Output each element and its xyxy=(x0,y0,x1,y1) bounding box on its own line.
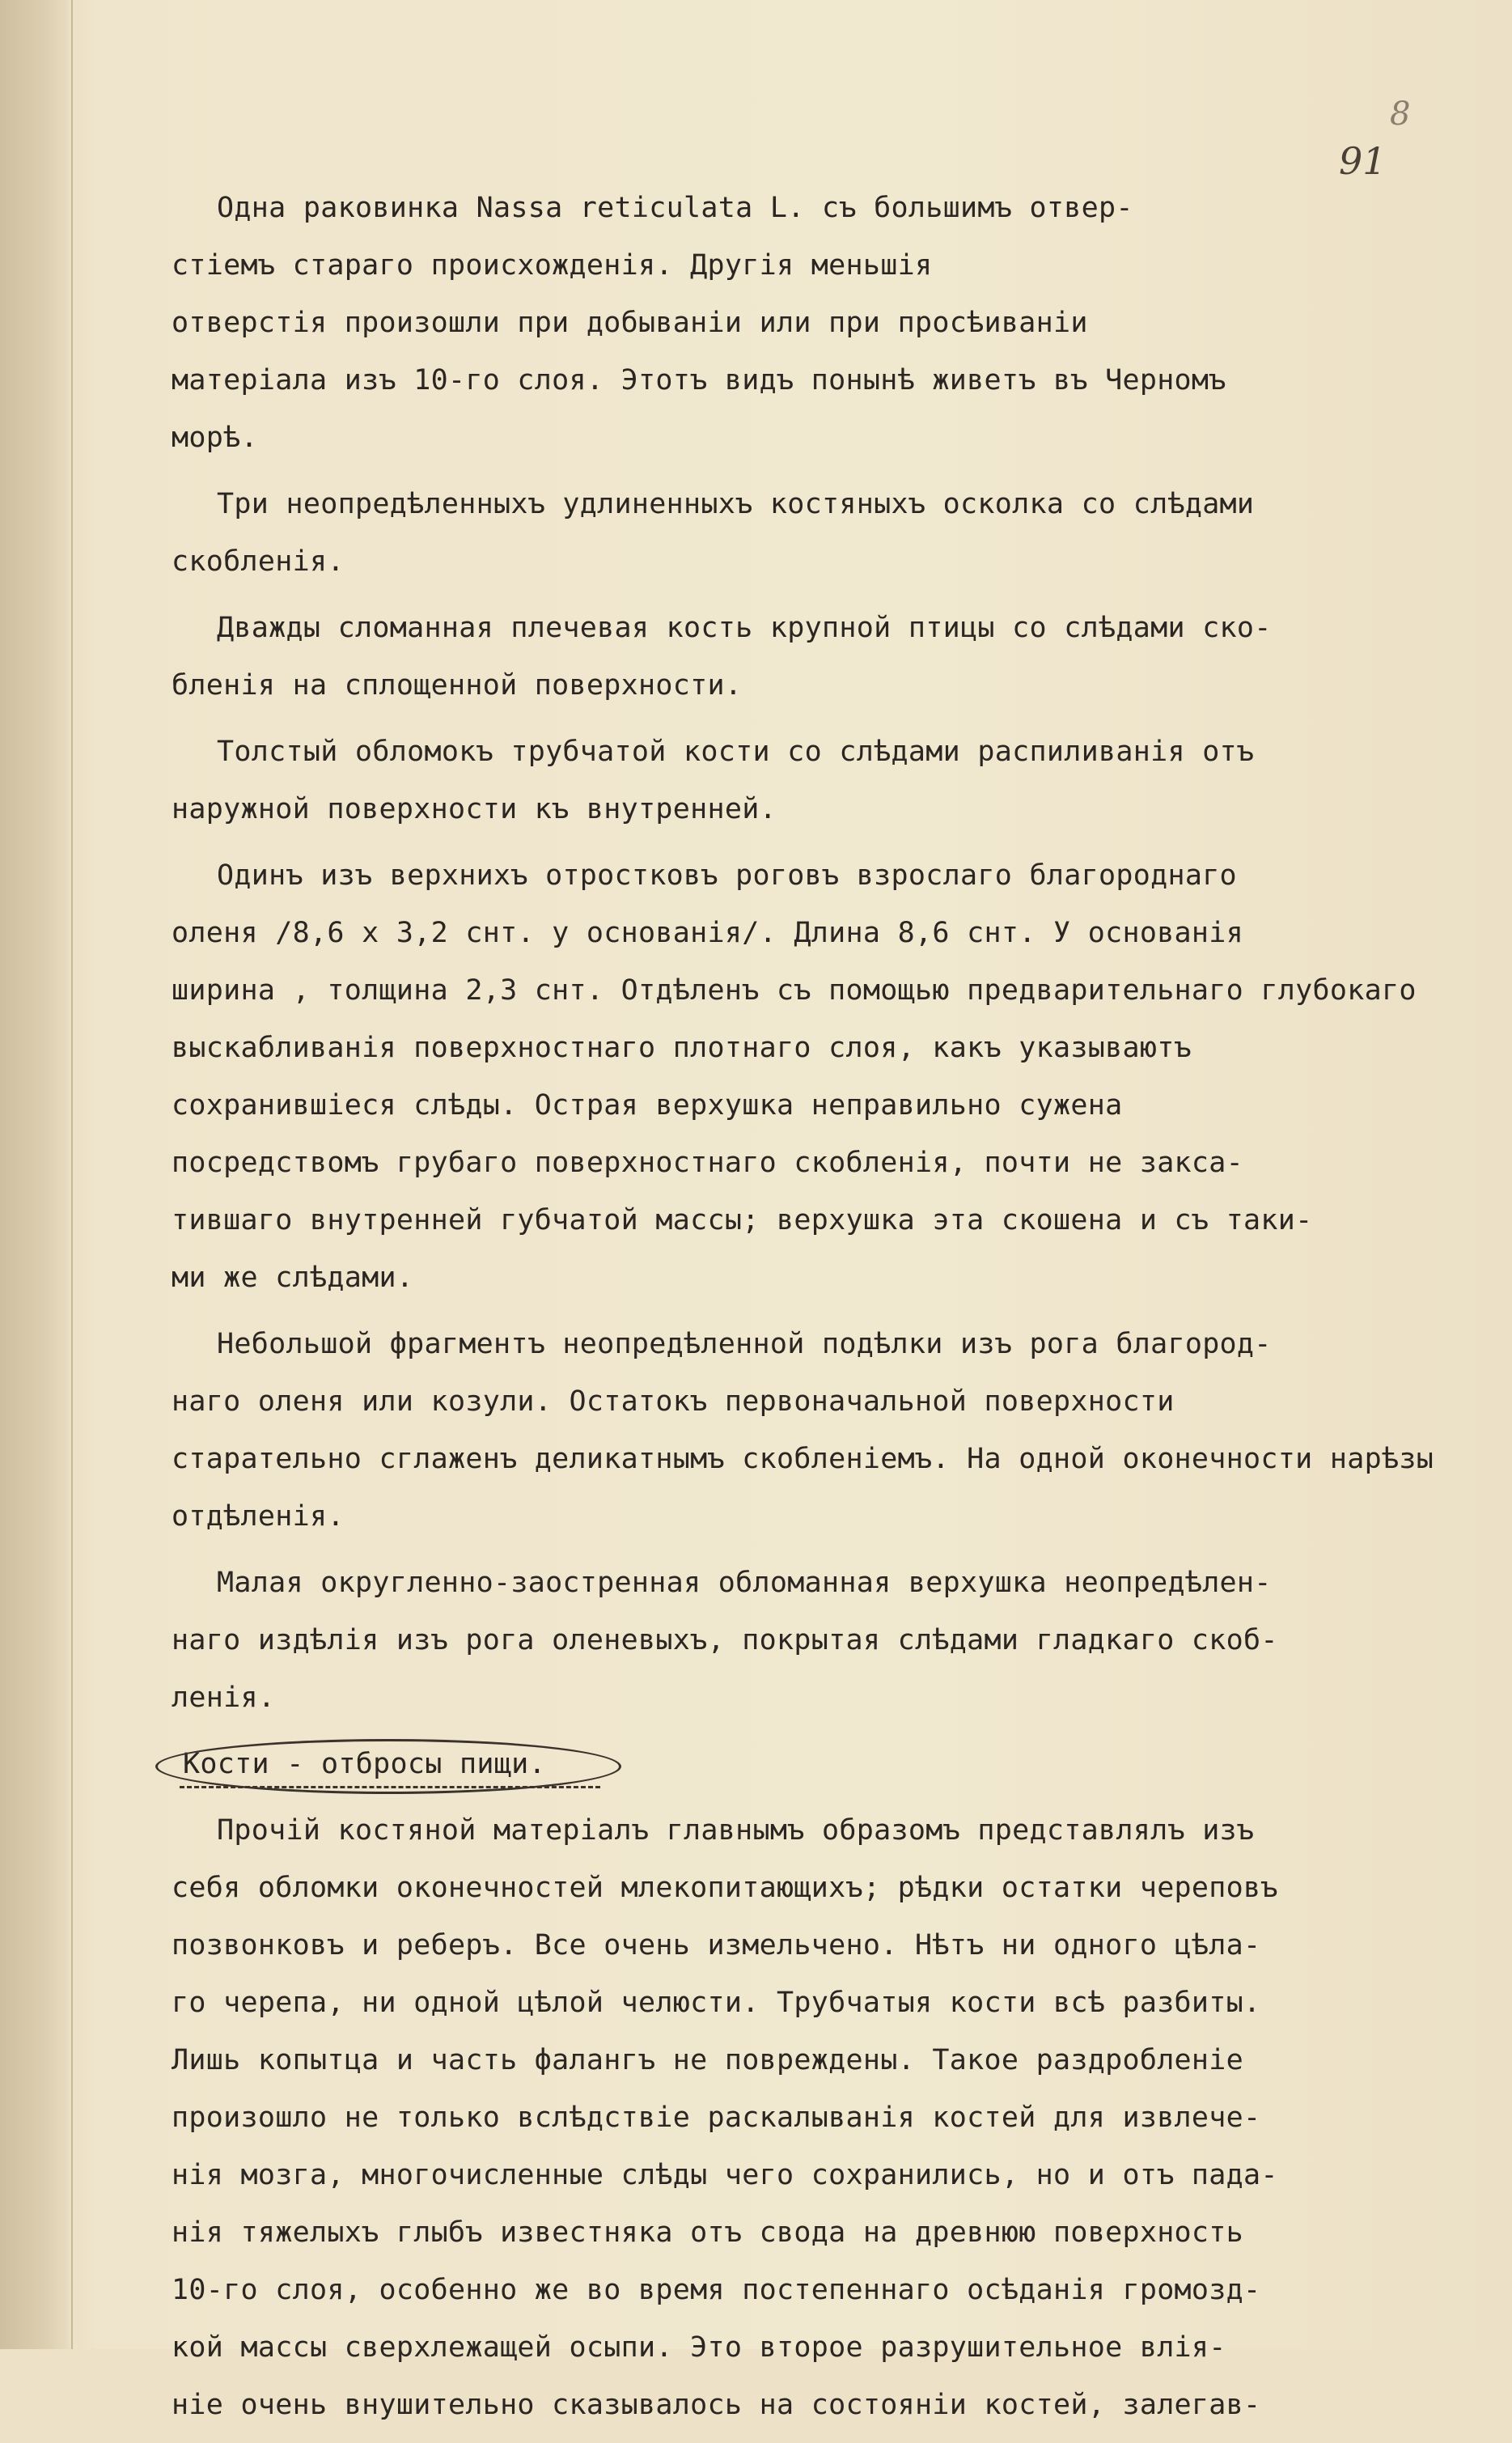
text-line: позвонковъ и реберъ. Все очень измельчено. Нѣтъ ни одного цѣла- xyxy=(172,1929,1261,1962)
paragraph-food-bones xyxy=(172,1802,1434,2434)
text-line: скобленія. xyxy=(172,545,345,578)
paragraph-nassa xyxy=(172,180,1434,467)
paragraph-antler-tip xyxy=(172,1554,1434,1727)
section-heading xyxy=(172,1736,557,1793)
dashed-underline xyxy=(180,1786,600,1788)
text-line: выскабливанія поверхностнаго плотнаго слоя, какъ указываютъ xyxy=(172,1032,1192,1064)
text-line: Одна раковинка Nassa reticulata L. съ большимъ отвер- xyxy=(217,192,1133,224)
paragraph-bone-splinters xyxy=(172,476,1434,591)
page-number: 91 xyxy=(1339,139,1387,183)
text-line: го черепа, ни одной цѣлой челюсти. Трубчатыя кости всѣ разбиты. xyxy=(172,1987,1261,2019)
section-heading-block xyxy=(172,1736,1434,1793)
text-line: нія мозга, многочисленные слѣды чего сохранились, но и отъ пада- xyxy=(172,2159,1278,2191)
text-line: Малая округленно-заостренная обломанная верхушка неопредѣлен- xyxy=(217,1567,1272,1599)
text-line: Дважды сломанная плечевая кость крупной птицы со слѣдами ско- xyxy=(217,612,1272,644)
paragraph-tubular-bone xyxy=(172,723,1434,838)
typed-text-body xyxy=(172,180,1434,2443)
text-line: посредствомъ грубаго поверхностнаго скобленія, почти не закса- xyxy=(172,1147,1244,1179)
paragraph-bird-bone xyxy=(172,600,1434,715)
text-line: тившаго внутренней губчатой массы; верхушка эта скошена и съ таки- xyxy=(172,1204,1313,1236)
text-line: сохранившіеся слѣды. Острая верхушка неправильно сужена xyxy=(172,1089,1123,1122)
text-line: морѣ. xyxy=(172,422,258,454)
text-line: оленя /8,6 x 3,2 снт. у основанія/. Длина 8,6 снт. У основанія xyxy=(172,917,1244,949)
section-heading-line xyxy=(172,1736,1434,1793)
text-line: стіемъ стараго происхожденія. Другія меньшія xyxy=(172,249,933,282)
text-line: произошло не только вслѣдствіе раскалыванія костей для извлече- xyxy=(172,2102,1261,2134)
text-line: отверстія произошли при добываніи или при просѣиваніи xyxy=(172,307,1088,339)
text-line: Одинъ изъ верхнихъ отростковъ роговъ взрослаго благороднаго xyxy=(217,859,1237,892)
text-line: себя обломки оконечностей млекопитающихъ; рѣдки остатки череповъ xyxy=(172,1872,1278,1904)
text-line: ленія. xyxy=(172,1682,276,1714)
binding-edge xyxy=(0,0,73,2349)
text-line: ширина , толщина 2,3 снт. Отдѣленъ съ помощью предварительнаго глубокаго xyxy=(172,974,1417,1007)
text-line: ми же слѣдами. xyxy=(172,1262,414,1294)
text-line: ніе очень внушительно сказывалось на состояніи костей, залегав- xyxy=(172,2389,1261,2421)
text-line: наго оленя или козули. Остатокъ первоначальной поверхности xyxy=(172,1385,1175,1418)
text-line: отдѣленія. xyxy=(172,1500,345,1533)
section-heading-text: Кости - отбросы пищи. xyxy=(183,1748,546,1780)
text-line: Три неопредѣленныхъ удлиненныхъ костяныхъ осколка со слѣдами xyxy=(217,488,1255,520)
text-line: Лишь копытца и часть фалангъ не повреждены. Такое раздробленіе xyxy=(172,2044,1244,2076)
paragraph-antler-tine xyxy=(172,847,1434,1307)
text-line: наружной поверхности къ внутренней. xyxy=(172,793,777,825)
text-line: Небольшой фрагментъ неопредѣленной подѣлки изъ рога благород- xyxy=(217,1328,1272,1360)
corner-mark: 8 xyxy=(1390,95,1411,133)
text-line: старательно сглаженъ деликатнымъ скобленіемъ. На одной оконечности нарѣзы xyxy=(172,1443,1434,1475)
text-line: нія тяжелыхъ глыбъ известняка отъ свода на древнюю поверхность xyxy=(172,2216,1244,2249)
text-line: матеріала изъ 10-го слоя. Этотъ видъ понынѣ живетъ въ Черномъ xyxy=(172,364,1226,397)
text-line: Толстый обломокъ трубчатой кости со слѣдами распиливанія отъ xyxy=(217,736,1255,768)
paragraph-antler-fragment xyxy=(172,1316,1434,1546)
text-line: кой массы сверхлежащей осыпи. Это второе разрушительное влія- xyxy=(172,2331,1226,2364)
text-line: 10-го слоя, особенно же во время постепеннаго осѣданія громозд- xyxy=(172,2274,1261,2306)
text-line: Прочій костяной матеріалъ главнымъ образомъ представлялъ изъ xyxy=(217,1814,1255,1847)
text-line: наго издѣлія изъ рога оленевыхъ, покрытая слѣдами гладкаго скоб- xyxy=(172,1624,1278,1656)
text-line: бленія на сплощенной поверхности. xyxy=(172,669,743,702)
